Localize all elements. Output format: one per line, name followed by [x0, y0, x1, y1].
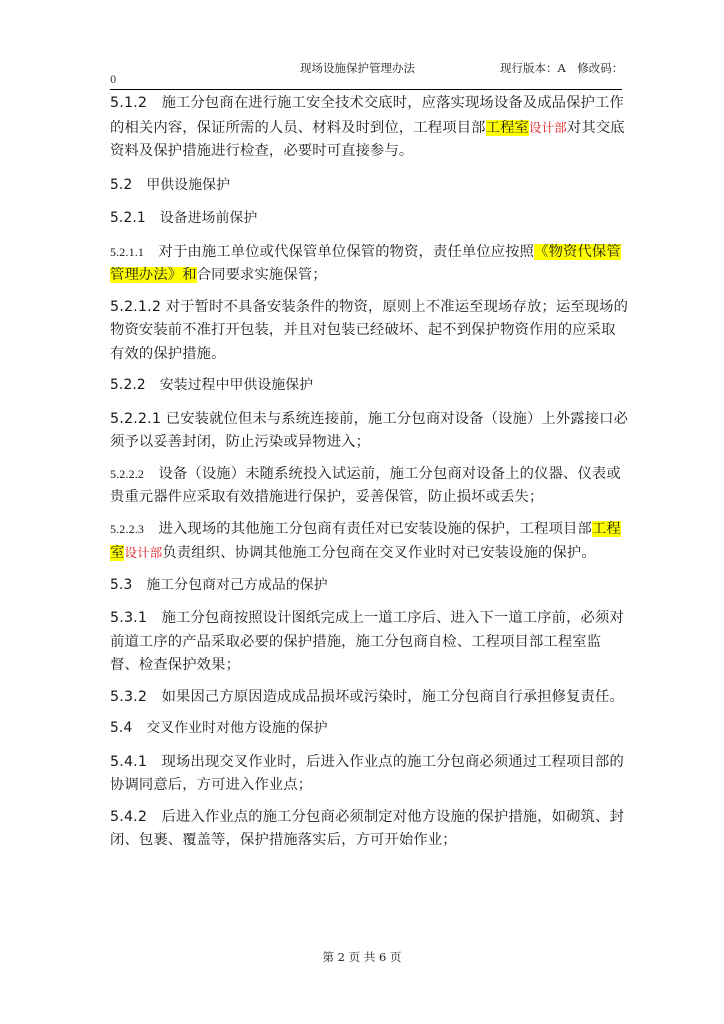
heading-5-2	[110, 174, 630, 198]
heading-number: 5.2.2	[110, 377, 146, 393]
version-info: 现行版本：A 修改码：	[500, 61, 624, 75]
clause-number: 5.3.1	[110, 610, 148, 626]
header-divider	[110, 89, 622, 90]
heading-number: 5.2.1	[110, 210, 146, 226]
paragraph-5-2-2-2	[110, 463, 630, 510]
paragraph-5-3-1	[110, 607, 630, 678]
highlighted-text: 《物资代保管管理办法》和	[110, 243, 621, 283]
clause-number: 5.1.2	[110, 95, 148, 111]
paragraph-5-2-2-3	[110, 518, 630, 566]
clause-text: 对于暂时不具备安装条件的物资，原则上不准运至现场存放；运至现场的物资安装前不准打开包装，并且对包装已经破坏、起不到保护物资作用的应采取有效的保护措施。	[110, 298, 629, 362]
clause-number: 5.4.1	[110, 753, 148, 770]
clause-number: 5.2.2.1	[110, 410, 162, 427]
paragraph-5-2-1-1	[110, 241, 630, 288]
clause-text: 后进入作业点的施工分包商必须制定对他方设施的保护措施，如砌筑、封闭、包裹、覆盖等，保护措施落实后，方可开始作业；	[110, 808, 624, 848]
paragraph-5-2-2-1	[110, 408, 630, 455]
heading-5-2-1	[110, 207, 630, 231]
heading-5-2-2	[110, 374, 630, 398]
highlighted-text: 工程室	[485, 119, 529, 136]
highlighted-text: 工程室	[110, 520, 621, 561]
page-footer	[0, 949, 724, 965]
clause-text: 设备（设施）未随系统投入试运前，施工分包商对设备上的仪器、仪表或贵重元器件应采取有效措施进行保护，妥善保管，防止损坏或丢失；	[110, 465, 621, 505]
heading-number: 5.2	[110, 176, 133, 193]
red-inserted-text: 设计部	[528, 119, 567, 135]
clause-text: 合同要求实施保管；	[196, 267, 327, 283]
clause-text: 现场出现交叉作业时，后进入作业点的施工分包商必须通过工程项目部的协调同意后，方可进入作业点；	[110, 753, 624, 793]
paragraph-5-3-2	[110, 686, 630, 710]
document-body	[110, 92, 630, 853]
heading-title: 交叉作业时对他方设施的保护	[146, 720, 328, 736]
clause-text: 施工分包商在进行施工安全技术交底时，应落实现场设备及成品保护工作的相关内容，保证所需的人员、材料及时到位，工程项目部	[110, 95, 624, 136]
heading-5-4	[110, 717, 630, 741]
clause-text: 负责组织、协调其他施工分包商在交叉作业时对已安装设施的保护。	[162, 545, 596, 561]
clause-text: 对其交底资料及保护措施进行检查，必要时可直接参与。	[110, 119, 625, 159]
clause-text: 进入现场的其他施工分包商有责任对已安装设施的保护，工程项目部	[158, 520, 592, 537]
clause-text: 对于由施工单位或代保管单位保管的物资，责任单位应按照	[158, 243, 535, 260]
clause-number: 5.2.1.2	[110, 298, 162, 315]
page-number: 第 2 页 共 6 页	[322, 950, 402, 964]
heading-title: 施工分包商对己方成品的保护	[146, 576, 328, 593]
paragraph-5-1-2	[110, 92, 630, 164]
clause-number: 5.2.1.1	[110, 244, 145, 259]
clause-number: 5.2.2.2	[110, 466, 145, 481]
clause-text: 已安装就位但未与系统连接前，施工分包商对设备（设施）上外露接口必须予以妥善封闭，防止污染或异物进入；	[110, 410, 629, 450]
heading-title: 安装过程中甲供设施保护	[159, 377, 314, 393]
heading-title: 甲供设施保护	[146, 176, 231, 193]
paragraph-5-4-2	[110, 806, 630, 853]
clause-number: 5.2.2.3	[110, 521, 145, 536]
heading-number: 5.3	[110, 576, 133, 593]
heading-5-3	[110, 574, 630, 598]
clause-number: 5.4.2	[110, 808, 148, 825]
heading-number: 5.4	[110, 720, 133, 736]
paragraph-5-2-1-2	[110, 296, 630, 367]
document-title: 现场设施保护管理办法	[300, 61, 415, 75]
clause-text: 施工分包商按照设计图纸完成上一道工序后、进入下一道工序前，必须对前道工序的产品采取必要的保护措施，施工分包商自检、工程项目部工程室监督、检查保护效果；	[110, 610, 624, 673]
header-revision-code: 0	[110, 75, 117, 86]
clause-text: 如果因己方原因造成成品损坏或污染时，施工分包商自行承担修复责任。	[161, 688, 624, 705]
clause-number: 5.3.2	[110, 688, 148, 705]
paragraph-5-4-1	[110, 751, 630, 798]
red-inserted-text: 设计部	[124, 545, 163, 560]
page-header	[300, 60, 630, 80]
heading-title: 设备进场前保护	[159, 210, 258, 226]
